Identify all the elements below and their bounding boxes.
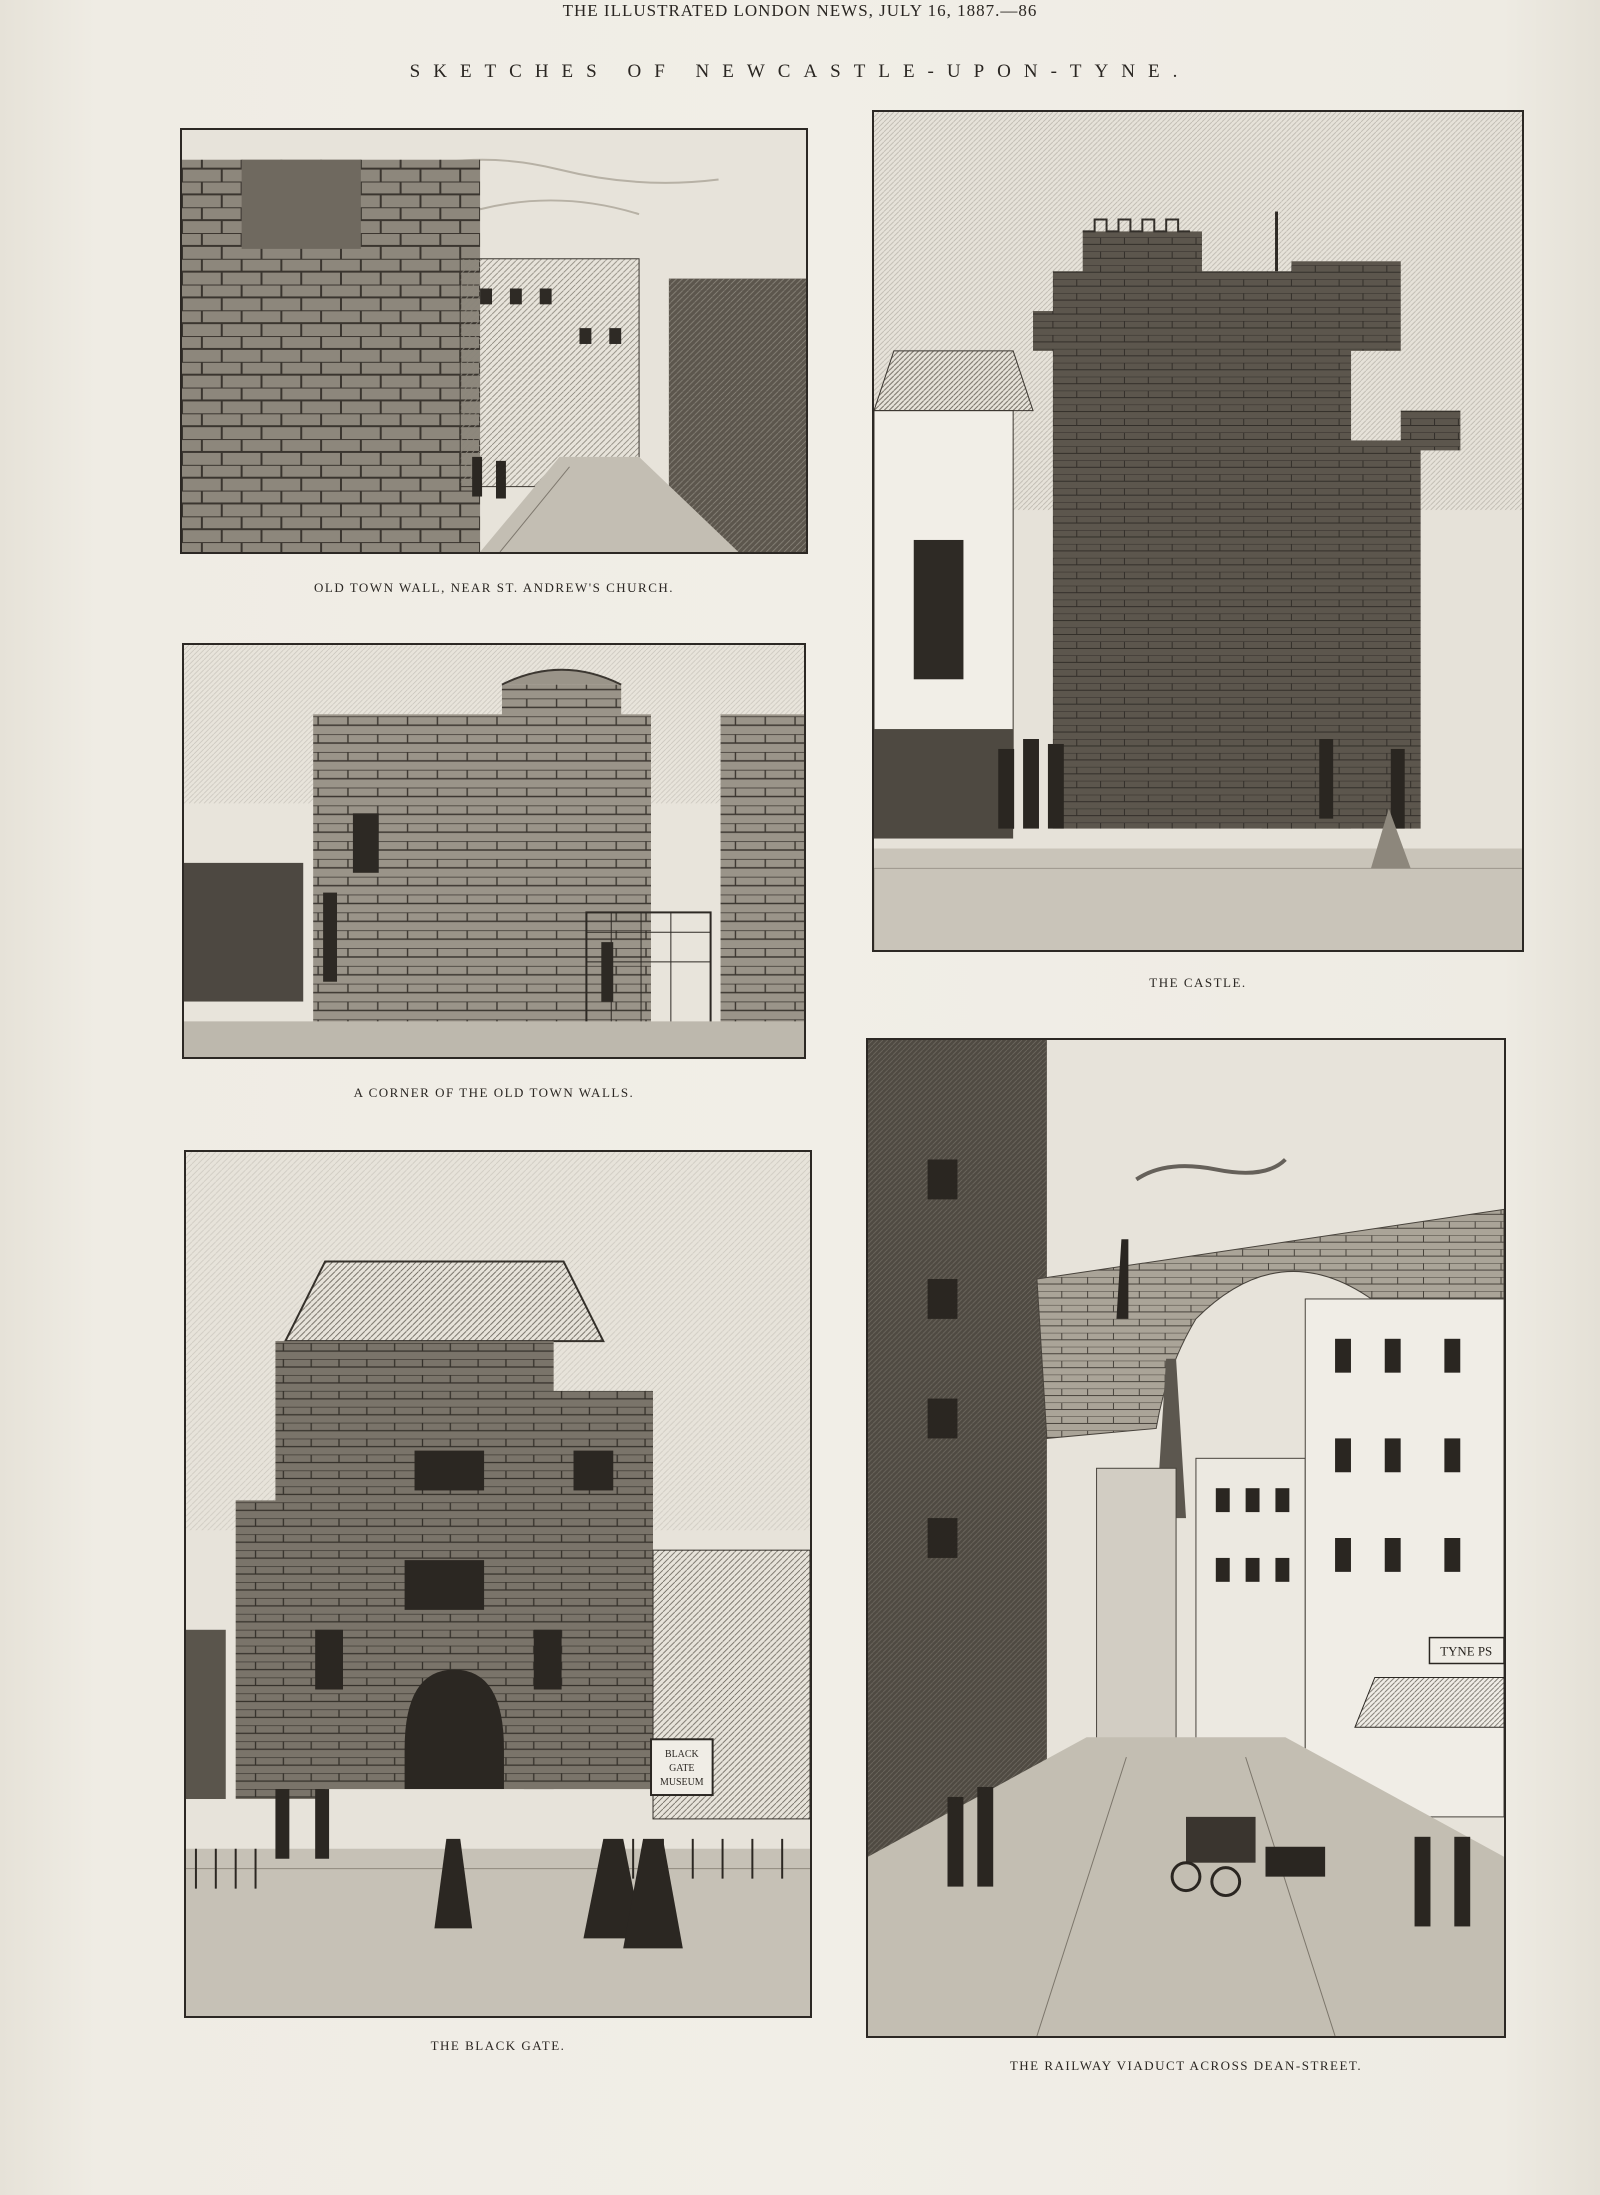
black-gate-museum-sign-line1: BLACK [664,1749,699,1761]
illustration-corner-old-town-walls [182,643,806,1059]
caption-corner-old-town-walls: A CORNER OF THE OLD TOWN WALLS. [353,1085,635,1100]
caption-railway-viaduct: THE RAILWAY VIADUCT ACROSS DEAN-STREET. [1009,2058,1363,2073]
black-gate-museum-sign-line3: MUSEUM [660,1777,704,1789]
illustration-railway-viaduct [866,1038,1506,2038]
tyne-sign: TYNE PS [1440,1643,1493,1659]
caption-old-town-wall: OLD TOWN WALL, NEAR ST. ANDREW'S CHURCH. [313,580,675,595]
caption-the-castle: THE CASTLE. [1149,975,1247,990]
caption-the-black-gate: THE BLACK GATE. [430,2038,566,2053]
illustration-the-castle [872,110,1524,952]
page-title: SKETCHES OF NEWCASTLE-UPON-TYNE. [409,61,1191,82]
illustration-the-black-gate [184,1150,812,2018]
black-gate-museum-sign-line2: GATE [669,1763,695,1775]
illustration-old-town-wall [180,128,808,554]
masthead: THE ILLUSTRATED LONDON NEWS, JULY 16, 1887.—86 [562,1,1038,20]
